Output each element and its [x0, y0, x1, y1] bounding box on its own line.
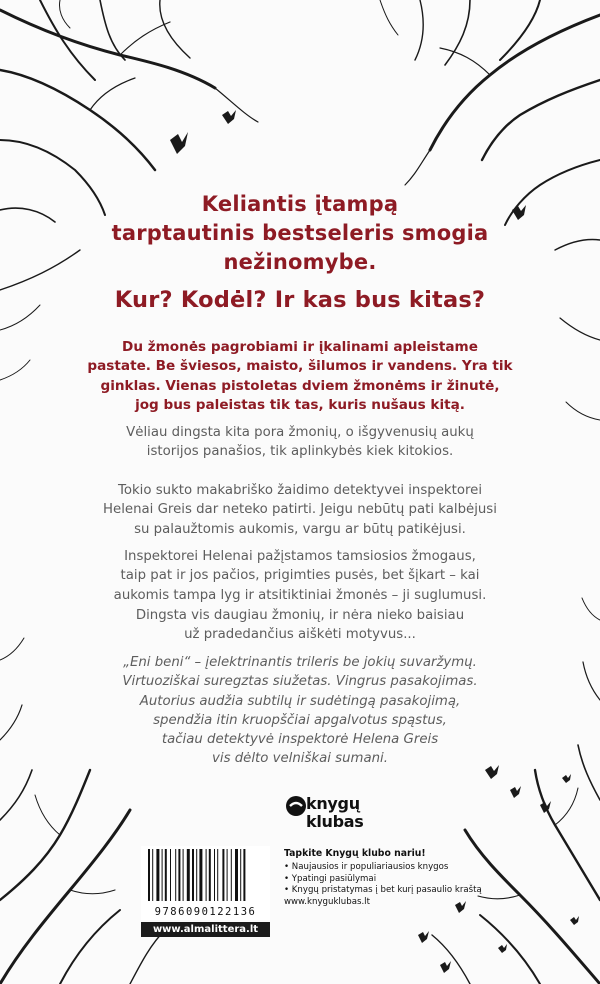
club-url-link[interactable]: www.knyguklubas.lt [284, 897, 370, 908]
barcode-bar [165, 849, 167, 901]
barcode-bar [192, 849, 194, 901]
barcode-bar [235, 849, 238, 901]
blurb-paragraph-4 [0, 547, 600, 605]
barcode-bar [148, 849, 150, 901]
isbn-barcode [141, 846, 270, 920]
quote-line: spendžia itin kruopščiai apgalvotus spąstus, [153, 712, 447, 728]
paragraph-line: aukomis tampa lyg ir atsitiktiniai žmonės – ji suglumusi. [113, 587, 487, 603]
book-club-info [284, 848, 482, 909]
paragraph-line: Vėliau dingsta kita pora žmonių, o išgyvenusių aukų [126, 425, 474, 440]
tagline-line-1: Keliantis įtampą [201, 192, 399, 216]
lead-line: Du žmonės pagrobiami ir įkalinami apleistame [122, 339, 478, 355]
quote-line: tačiau detektyvė inspektorė Helena Greis [161, 732, 439, 748]
barcode-bar [178, 849, 180, 901]
barcode-bar [196, 849, 197, 901]
barcode-bar [214, 849, 215, 901]
barcode-bar [217, 849, 218, 901]
tagline-line-3: nežinomybe. [223, 250, 377, 274]
quote-line: vis dėlto velniškai sumani. [212, 751, 388, 767]
paragraph-line: Dingsta vis daugiau žmonių, ir nėra nieko baisiau [135, 608, 465, 623]
barcode-bar [156, 849, 159, 901]
barcode-bar [199, 849, 202, 901]
paragraph-line: istorijos panašios, tik aplinkybės kiek kitokios. [146, 444, 454, 460]
paragraph-line: už pradedančius aiškėti motyvus... [184, 627, 416, 643]
club-benefit-item: • Naujausios ir populiariausios knygos [284, 861, 449, 872]
paragraph-line: Helenai Greis dar neteko patirti. Jeigu nebūtų pati kalbėjusi [103, 502, 497, 518]
tagline-block [0, 190, 600, 277]
blurb-paragraph-5 [0, 606, 600, 645]
club-benefit-item: • Ypatingi pasiūlymai [284, 873, 377, 884]
isbn-number: 9786090122136 [154, 906, 257, 918]
club-benefit-item: • Knygų pristatymas į bet kurį pasaulio kraštą [284, 885, 482, 896]
paragraph-line: Tokio sukto makabriško žaidimo detektyvei inspektorei [117, 483, 483, 498]
barcode-bar [243, 849, 245, 901]
lead-line: ginklas. Vienas pistoletas dviem žmonėms ir žinutė, [100, 377, 500, 394]
paragraph-line: su palaužtomis aukomis, vargu ar būtų patikėjusi. [134, 521, 466, 537]
barcode-bar [227, 849, 228, 901]
barcode-bar [175, 849, 176, 901]
paragraph-line: taip pat ir jos pačios, prigimties pusės, bet šįkart – kai [120, 568, 480, 584]
tagline-question: Kur? Kodėl? Ir kas bus kitas? [114, 287, 486, 313]
club-wordmark-line-2: klubas [306, 812, 364, 831]
paragraph-line: Inspektorei Helenai pažįstamos tamsiosios žmogaus, [124, 549, 476, 564]
lead-paragraph [0, 338, 600, 415]
blurb-paragraph-2 [0, 423, 600, 462]
club-title: Tapkite Knygų klubo nariu! [284, 848, 426, 859]
publisher-url-link[interactable]: www.almalittera.lt [141, 922, 270, 937]
quote-line: „Eni beni“ – įelektrinantis trileris be jokių suvaržymų. [123, 655, 477, 670]
barcode-bar [183, 849, 184, 901]
tagline-line-2: tarptautinis bestseleris smogia [111, 221, 489, 245]
barcode-bars [144, 849, 267, 905]
barcode-bar [240, 849, 241, 901]
barcode-bar [222, 849, 224, 901]
barcode-bar [187, 849, 190, 901]
barcode-bar [206, 849, 207, 901]
lead-line: pastate. Be šviesos, maisto, šilumos ir vandens. Yra tik [87, 358, 513, 375]
club-wordmark-line-1: knygų [306, 794, 360, 813]
lead-line: jog bus paleistas tik tas, kuris nušaus kitą. [135, 396, 465, 413]
review-quote [0, 653, 600, 769]
barcode-bar [162, 849, 163, 901]
barcode-bar [152, 849, 153, 901]
quote-line: Autorius audžia subtilų ir sudėtingą pasakojimą, [139, 693, 461, 709]
quote-line: Virtuoziškai suregztas siužetas. Vingrus pasakojimas. [122, 674, 478, 690]
barcode-bar [170, 849, 171, 901]
blurb-paragraph-3 [0, 481, 600, 539]
barcode-bar [231, 849, 232, 901]
book-club-wordmark [306, 795, 364, 831]
barcode-bar [209, 849, 211, 901]
